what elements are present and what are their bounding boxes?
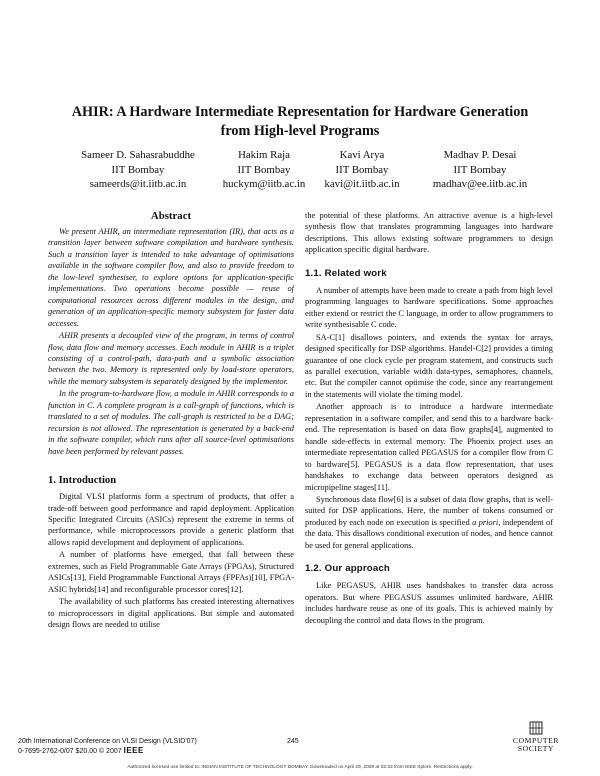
author-affiliation: IIT Bombay xyxy=(335,163,389,176)
emphasis-text: a priori xyxy=(472,517,499,527)
conference-name: 20th International Conference on VLSI Design (VLSID'07) xyxy=(18,738,197,745)
author-email: madhav@ee.iitb.ac.in xyxy=(432,178,528,190)
body-paragraph: The availability of such platforms has created interesting alternatives to microprocessors in digital applications. But simple and automated design flows are needed to utilise xyxy=(48,597,294,630)
text-span: Synchronous data flow[6] is a subset of data flow graphs, that is well-suited for DSP applications. Here, the number of tokens consumed or produced by each node on execution is specified xyxy=(305,494,553,527)
logo-line-2: SOCIETY xyxy=(517,744,555,753)
author-1 xyxy=(62,148,214,192)
logo-line-1: COMPUTER xyxy=(512,736,560,745)
abstract-paragraph: AHIR presents a decoupled view of the program, in terms of control flow, data flow and memory accesses. Each module in AHIR is a triplet consisting of a control-path, data-path and a symbolic association between the two. Memory is represented only by load-store operators, while the memory subsystem is separately designed by the implementor. xyxy=(48,331,294,386)
body-paragraph: the potential of these platforms. An attractive avenue is a high-level synthesis flow that translates programming languages into hardware descriptions. This allows existing software programmers to design application specific digital hardware. xyxy=(305,211,553,255)
left-column xyxy=(48,210,294,631)
right-column xyxy=(305,210,553,626)
author-name: Hakim Raja xyxy=(238,149,290,161)
body-paragraph: Digital VLSI platforms form a spectrum of products, that offer a trade-off between good performance and rapid deployment. Application Specific Integrated Circuits (ASICs) represent the extreme in terms of performance, while microprocessors provide a generic platform that allows rapid development and deployment of applications. xyxy=(48,492,294,547)
title-line-2: from High-level Programs xyxy=(220,123,380,139)
computer-society-logo xyxy=(500,720,572,756)
abstract-heading: Abstract xyxy=(150,210,192,222)
author-3 xyxy=(306,148,418,192)
author-affiliation: IIT Bombay xyxy=(453,163,507,176)
body-paragraph: A number of platforms have emerged, that fall between these extremes, such as Field Programmable Gate Arrays (FPGAs), Structured ASICs[13], Field Programmable Functional Arrays (FPFAs)[10], FPGA-ASIC hybrids[14] and reconfigurable processor cores[12]. xyxy=(48,550,294,594)
author-name: Kavi Arya xyxy=(339,149,385,161)
author-affiliation: IIT Bombay xyxy=(111,163,165,176)
logo-text xyxy=(500,737,572,753)
author-name: Madhav P. Desai xyxy=(443,149,517,161)
paper-title xyxy=(40,103,560,141)
authorization-notice: Authorized licensed use limited to: INDIAN INSTITUTE OF TECHNOLOGY BOMBAY. Downloaded on April 29, 2009 at 02:32 from IEEE Xplore. Restrictions apply. xyxy=(127,765,473,770)
abstract-paragraph: We present AHIR, an intermediate representation (IR), that acts as a transition layer between software compilation and hardware synthesis. Such a transition layer is intended to take advantage of optimisations available in the software compiler flow, and also to provide freedom to the low-level synthesiser, to explore options for application-specific implementations. Two operations become possible — reuse of computational resources across different modules in the design, and generation of an application-specific memory subsystem for faster data accesses. xyxy=(48,227,294,328)
page-number: 245 xyxy=(287,738,299,745)
author-affiliation: IIT Bombay xyxy=(237,163,291,176)
related-work-heading: 1.1. Related work xyxy=(305,267,387,279)
abstract-paragraph: In the program-to-hardware flow, a module in AHIR corresponds to a function in C. A complete program is a call-graph of functions, which is translated to a set of modules. The call-graph is restricted to be a DAG; recursion is not allowed. The representation is generated by a back-end in the software compiler, which runs after all source-level optimisations have been performed by relevant passes. xyxy=(48,389,294,456)
body-paragraph: A number of attempts have been made to create a path from high level programming languages to hardware specifications. Some approaches either extend or restrict the C language, in order to allow programmers to write synthesisable C code. xyxy=(305,285,553,330)
isbn-text: 0-7695-2762-0/07 $20.00 © 2007 xyxy=(18,747,122,755)
title-line-1: AHIR: A Hardware Intermediate Representation for Hardware Generation xyxy=(71,104,529,120)
author-email: kavi@it.iitb.ac.in xyxy=(324,178,400,190)
isbn-line xyxy=(18,747,197,757)
body-paragraph: Like PEGASUS, AHIR uses handshakes to transfer data across operators. But where PEGASUS assumes unlimited hardware, AHIR includes hardware reuse as one of its goals. This is achieved mainly by decoupling the control and data flows in the program. xyxy=(305,581,553,625)
body-paragraph: SA-C[1] disallows pointers, and extends the syntax for arrays, designed specifically for DSP algorithms. Handel-C[2] provides a timing guarantee of one clock cycle per program statement, and constructs such as parallel execution, variable width data-types, semaphores, channels, etc. But the compiler cannot optimise the code, since any rearrangement in the statements will violate the timing model. xyxy=(305,332,553,399)
author-name: Sameer D. Sahasrabuddhe xyxy=(81,149,195,161)
author-4 xyxy=(406,148,554,192)
conference-footer xyxy=(18,738,197,756)
author-email: sameerds@it.iitb.ac.in xyxy=(89,178,187,190)
ieee-logo: IEEE xyxy=(123,745,144,755)
body-paragraph xyxy=(305,494,553,551)
our-approach-heading: 1.2. Our approach xyxy=(305,563,390,575)
text-span: , independent of the data. This disallows conditional execution of nodes, and hence cannot be used for general applications. xyxy=(305,517,553,550)
author-email: huckym@iitb.ac.in xyxy=(222,178,306,190)
introduction-heading: 1. Introduction xyxy=(48,475,117,487)
body-paragraph: Another approach is to introduce a hardware intermediate representation in a software compiler, and send this to a hardware back-end. The representation is based on data flow graphs[4], augmented to handle side-effects in external memory. The Phoenix project uses an intermediate representation called PEGASUS for a compiler flow from C to hardware[5]. PEGASUS is a data flow representation, that uses handshakes to exchange data between operators designed as micropipeline stages[11]. xyxy=(305,402,553,492)
